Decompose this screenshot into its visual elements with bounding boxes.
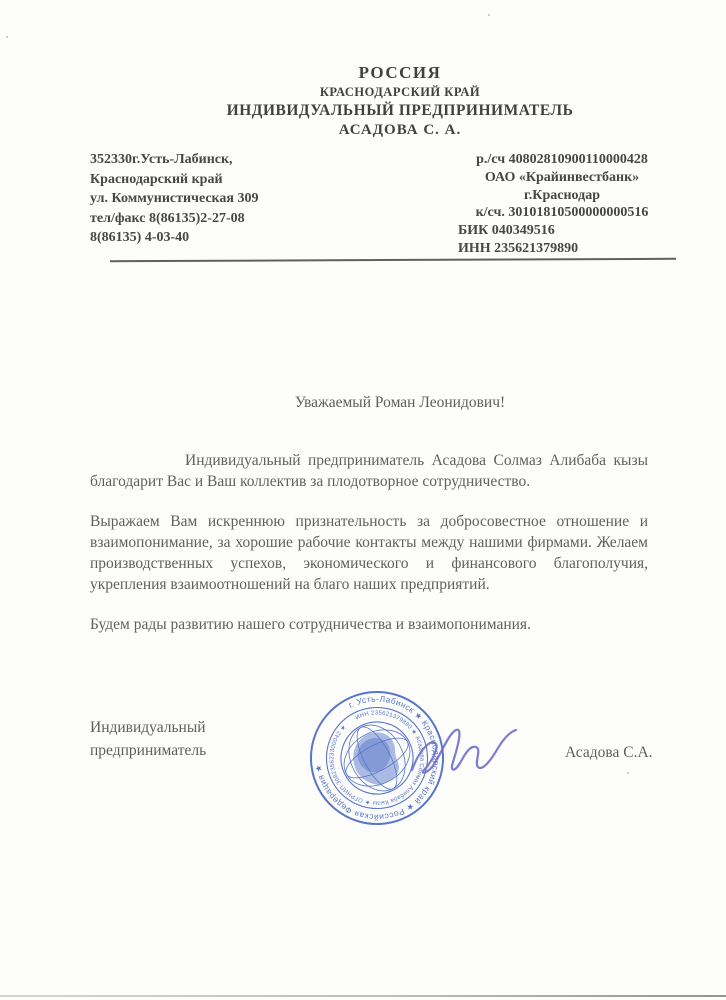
- bank-line: г.Краснодар: [524, 187, 600, 203]
- letterhead-entity-type: ИНДИВИДУАЛЬНЫЙ ПРЕДПРИНИМАТЕЛЬ: [226, 102, 574, 120]
- scan-speck: [627, 772, 629, 774]
- signer-title-line: Индивидуальный: [90, 719, 206, 736]
- salutation: Уважаемый Роман Леонидович!: [294, 394, 506, 411]
- letterhead-region: КРАСНОДАРСКИЙ КРАЙ: [319, 84, 481, 99]
- signer-title-line: предприниматель: [90, 742, 207, 759]
- address-line: 352330г.Усть-Лабинск,: [90, 152, 233, 167]
- letterhead-country: РОССИЯ: [358, 63, 442, 82]
- bank-line: к/сч. 30101810500000000516: [475, 205, 649, 221]
- address-line: Краснодарский край: [90, 171, 223, 187]
- address-block: [90, 150, 390, 248]
- paragraph-1: Индивидуальный предприниматель Асадова Солмаз Алибаба кызы благодарит Вас и Ваш коллектив за плодотворное сотрудничество.: [90, 452, 648, 490]
- address-line: тел/факс 8(86135)2-27-08: [90, 210, 245, 226]
- scan-speck: [488, 14, 490, 16]
- bank-line: ОАО «Крайинвестбанк»: [484, 169, 640, 185]
- paragraph-3: Будем рады развитию нашего сотрудничества и взаимопонимания.: [90, 616, 531, 633]
- scan-speck: [6, 36, 8, 38]
- letter-body: [90, 450, 648, 654]
- signature-icon: [406, 718, 521, 793]
- letterhead: [90, 64, 710, 139]
- bank-line: ИНН 235621379890: [458, 240, 579, 256]
- bank-details-block: [448, 151, 676, 258]
- bank-line: р./сч 40802810900110000428: [476, 152, 648, 167]
- stamp-outer-ring-text: г. Усть-Лабинск ★ Краснодарский край ★ Российская Федерация ★: [312, 693, 442, 823]
- address-line: 8(86135) 4-03-40: [90, 230, 190, 245]
- scan-edge-shadow: [0, 995, 726, 997]
- handwritten-signature: [406, 718, 521, 793]
- bank-line: БИК 040349516: [458, 223, 555, 239]
- letterhead-divider-line: [110, 258, 676, 262]
- address-line: ул. Коммунистическая 309: [90, 191, 259, 206]
- signer-name: Асадова С.А.: [565, 744, 653, 761]
- paragraph-2: Выражаем Вам искреннюю признательность за добросовестное отношение и взаимопонимание, за хорошие рабочие контакты между нашими фирмами. Желаем производственных успехов, экономического и финансового благополучия, укрепления взаимоотношений на благо наших предприятий.: [90, 513, 648, 593]
- letterhead-entity-name: АСАДОВА С. А.: [338, 122, 462, 139]
- stamp-inner-ring-text: ИНН 235621379890 ★ Асадова Солмаз Алибаба Кызы ★ ОГРНИП 308235623300042 ★: [329, 710, 425, 806]
